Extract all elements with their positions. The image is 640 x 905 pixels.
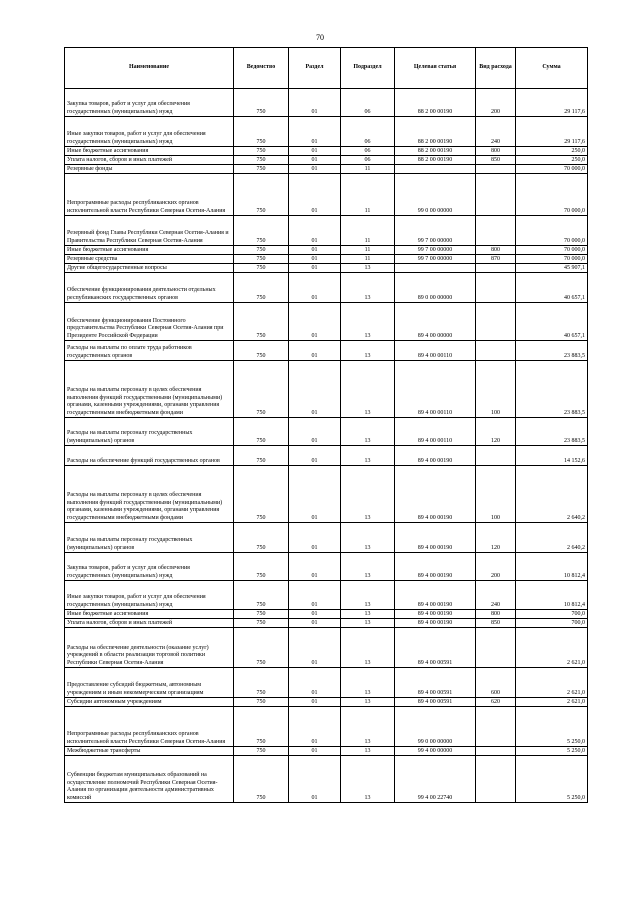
cell-razdel: 01 bbox=[289, 156, 341, 165]
cell-razdel: 01 bbox=[289, 747, 341, 756]
cell-vid-rashoda: 120 bbox=[476, 523, 516, 553]
table-row bbox=[65, 698, 588, 707]
header-podrazdel: Подраздел bbox=[341, 48, 395, 89]
cell-summa: 2 621,0 bbox=[516, 698, 588, 707]
cell-celevaya-statya: 89 4 00 00591 bbox=[395, 668, 476, 698]
cell-summa: 40 657,1 bbox=[516, 273, 588, 303]
cell-vedomstvo: 750 bbox=[234, 89, 289, 117]
cell-vid-rashoda: 100 bbox=[476, 466, 516, 523]
cell-vedomstvo: 750 bbox=[234, 246, 289, 255]
cell-vid-rashoda: 800 bbox=[476, 610, 516, 619]
cell-summa: 250,0 bbox=[516, 147, 588, 156]
cell-vid-rashoda: 600 bbox=[476, 668, 516, 698]
cell-podrazdel: 11 bbox=[341, 246, 395, 255]
cell-celevaya-statya: 89 4 00 00110 bbox=[395, 418, 476, 446]
cell-name: Межбюджетные трансферты bbox=[65, 747, 234, 756]
cell-podrazdel: 11 bbox=[341, 174, 395, 216]
cell-summa: 29 117,6 bbox=[516, 89, 588, 117]
table-row bbox=[65, 610, 588, 619]
cell-vid-rashoda bbox=[476, 747, 516, 756]
cell-vedomstvo: 750 bbox=[234, 553, 289, 581]
cell-name: Непрограммные расходы республиканских органов исполнительной власти Республики Северная Осетия-Алания bbox=[65, 174, 234, 216]
cell-name: Резервные фонды bbox=[65, 165, 234, 174]
table-row bbox=[65, 147, 588, 156]
cell-podrazdel: 13 bbox=[341, 581, 395, 610]
cell-celevaya-statya: 99 0 00 00000 bbox=[395, 174, 476, 216]
cell-vid-rashoda bbox=[476, 707, 516, 747]
cell-vid-rashoda: 200 bbox=[476, 553, 516, 581]
cell-vedomstvo: 750 bbox=[234, 668, 289, 698]
cell-vedomstvo: 750 bbox=[234, 610, 289, 619]
cell-celevaya-statya: 99 7 00 00000 bbox=[395, 216, 476, 246]
table-row bbox=[65, 628, 588, 668]
cell-podrazdel: 06 bbox=[341, 147, 395, 156]
cell-razdel: 01 bbox=[289, 553, 341, 581]
cell-name: Иные закупки товаров, работ и услуг для обеспечения государственных (муниципальных) нужд bbox=[65, 581, 234, 610]
cell-summa: 70 000,0 bbox=[516, 246, 588, 255]
cell-podrazdel: 13 bbox=[341, 523, 395, 553]
cell-summa: 5 250,0 bbox=[516, 707, 588, 747]
cell-summa: 40 657,1 bbox=[516, 303, 588, 341]
table-row bbox=[65, 156, 588, 165]
cell-summa: 70 000,0 bbox=[516, 165, 588, 174]
table-header-row bbox=[65, 48, 588, 89]
cell-vedomstvo: 750 bbox=[234, 174, 289, 216]
cell-podrazdel: 13 bbox=[341, 747, 395, 756]
cell-summa: 10 812,4 bbox=[516, 553, 588, 581]
cell-name: Расходы на обеспечение деятельности (оказание услуг) учреждений в области реализации торговой политики Республики Северная Осетия-Алания bbox=[65, 628, 234, 668]
cell-razdel: 01 bbox=[289, 117, 341, 147]
cell-vid-rashoda: 870 bbox=[476, 255, 516, 264]
cell-razdel: 01 bbox=[289, 619, 341, 628]
cell-celevaya-statya: 99 4 00 22740 bbox=[395, 756, 476, 803]
cell-name: Закупка товаров, работ и услуг для обеспечения государственных (муниципальных) нужд bbox=[65, 553, 234, 581]
cell-summa: 700,0 bbox=[516, 610, 588, 619]
cell-podrazdel: 11 bbox=[341, 216, 395, 246]
cell-vedomstvo: 750 bbox=[234, 361, 289, 418]
table-row bbox=[65, 303, 588, 341]
table-body bbox=[65, 89, 588, 803]
cell-celevaya-statya: 89 0 00 00000 bbox=[395, 273, 476, 303]
cell-summa: 5 250,0 bbox=[516, 747, 588, 756]
cell-vedomstvo: 750 bbox=[234, 523, 289, 553]
cell-razdel: 01 bbox=[289, 216, 341, 246]
page-number: 70 bbox=[316, 33, 324, 42]
cell-podrazdel: 13 bbox=[341, 756, 395, 803]
cell-podrazdel: 13 bbox=[341, 446, 395, 466]
header-vid-rashoda: Вид расхода bbox=[476, 48, 516, 89]
cell-vid-rashoda bbox=[476, 264, 516, 273]
cell-celevaya-statya: 99 0 00 00000 bbox=[395, 707, 476, 747]
cell-vedomstvo: 750 bbox=[234, 303, 289, 341]
table-row bbox=[65, 264, 588, 273]
cell-vid-rashoda bbox=[476, 341, 516, 361]
cell-celevaya-statya: 88 2 00 00190 bbox=[395, 89, 476, 117]
cell-celevaya-statya: 89 4 00 00110 bbox=[395, 361, 476, 418]
cell-podrazdel: 13 bbox=[341, 668, 395, 698]
cell-razdel: 01 bbox=[289, 264, 341, 273]
cell-vid-rashoda: 800 bbox=[476, 147, 516, 156]
cell-vedomstvo: 750 bbox=[234, 466, 289, 523]
cell-podrazdel: 06 bbox=[341, 89, 395, 117]
cell-name: Обеспечение функционирования Постоянного представительства Республики Северная Осетия-Алания при Президенте Российской Федерации bbox=[65, 303, 234, 341]
table-row bbox=[65, 341, 588, 361]
cell-celevaya-statya bbox=[395, 165, 476, 174]
cell-celevaya-statya: 89 4 00 00591 bbox=[395, 628, 476, 668]
cell-vedomstvo: 750 bbox=[234, 341, 289, 361]
cell-razdel: 01 bbox=[289, 628, 341, 668]
cell-summa: 23 883,5 bbox=[516, 361, 588, 418]
cell-celevaya-statya: 89 4 00 00190 bbox=[395, 446, 476, 466]
cell-vedomstvo: 750 bbox=[234, 418, 289, 446]
cell-celevaya-statya: 89 4 00 00190 bbox=[395, 610, 476, 619]
cell-name: Расходы на выплаты персоналу в целях обеспечения выполнения функций государственными (муниципальными) органами, казенными учреждениями, органами управления государственными внебюджетными фондами bbox=[65, 466, 234, 523]
table-row bbox=[65, 446, 588, 466]
cell-name: Субвенции бюджетам муниципальных образований на осуществление полномочий Республики Северная Осетия-Алания по организации деятельности административных комиссий bbox=[65, 756, 234, 803]
cell-name: Иные бюджетные ассигнования bbox=[65, 246, 234, 255]
table-row bbox=[65, 581, 588, 610]
cell-podrazdel: 13 bbox=[341, 418, 395, 446]
cell-summa: 10 812,4 bbox=[516, 581, 588, 610]
cell-vid-rashoda: 120 bbox=[476, 418, 516, 446]
cell-name: Непрограммные расходы республиканских органов исполнительной власти Республики Северная Осетия-Алания bbox=[65, 707, 234, 747]
cell-razdel: 01 bbox=[289, 418, 341, 446]
cell-vid-rashoda: 200 bbox=[476, 89, 516, 117]
cell-name: Расходы на выплаты персоналу государственных (муниципальных) органов bbox=[65, 418, 234, 446]
table-row bbox=[65, 418, 588, 446]
cell-razdel: 01 bbox=[289, 756, 341, 803]
cell-vid-rashoda: 800 bbox=[476, 246, 516, 255]
cell-vedomstvo: 750 bbox=[234, 707, 289, 747]
cell-name: Иные бюджетные ассигнования bbox=[65, 610, 234, 619]
table-row bbox=[65, 273, 588, 303]
cell-summa: 700,0 bbox=[516, 619, 588, 628]
cell-vid-rashoda bbox=[476, 446, 516, 466]
cell-podrazdel: 13 bbox=[341, 610, 395, 619]
cell-vid-rashoda: 850 bbox=[476, 156, 516, 165]
cell-name: Иные закупки товаров, работ и услуг для обеспечения государственных (муниципальных) нужд bbox=[65, 117, 234, 147]
cell-name: Резервные средства bbox=[65, 255, 234, 264]
table-row bbox=[65, 707, 588, 747]
cell-vedomstvo: 750 bbox=[234, 216, 289, 246]
cell-summa: 250,0 bbox=[516, 156, 588, 165]
cell-razdel: 01 bbox=[289, 523, 341, 553]
cell-podrazdel: 13 bbox=[341, 341, 395, 361]
cell-vid-rashoda bbox=[476, 628, 516, 668]
table-row bbox=[65, 216, 588, 246]
cell-vedomstvo: 750 bbox=[234, 147, 289, 156]
cell-celevaya-statya: 99 7 00 00000 bbox=[395, 255, 476, 264]
cell-summa: 2 621,0 bbox=[516, 668, 588, 698]
cell-vedomstvo: 750 bbox=[234, 756, 289, 803]
cell-vid-rashoda bbox=[476, 216, 516, 246]
cell-summa: 5 250,0 bbox=[516, 756, 588, 803]
table-row bbox=[65, 246, 588, 255]
cell-name: Расходы на выплаты персоналу в целях обеспечения выполнения функций государственными (муниципальными) органами, казенными учреждениями, органами управления государственными внебюджетными фондами bbox=[65, 361, 234, 418]
cell-name: Закупка товаров, работ и услуг для обеспечения государственных (муниципальных) нужд bbox=[65, 89, 234, 117]
cell-name: Уплата налогов, сборов и иных платежей bbox=[65, 619, 234, 628]
cell-name: Расходы на обеспечение функций государственных органов bbox=[65, 446, 234, 466]
cell-celevaya-statya: 88 2 00 00190 bbox=[395, 156, 476, 165]
cell-vedomstvo: 750 bbox=[234, 628, 289, 668]
header-summa: Сумма bbox=[516, 48, 588, 89]
cell-name: Субсидии автономным учреждениям bbox=[65, 698, 234, 707]
table-row bbox=[65, 89, 588, 117]
cell-vedomstvo: 750 bbox=[234, 446, 289, 466]
cell-name: Расходы на выплаты по оплате труда работников государственных органов bbox=[65, 341, 234, 361]
cell-summa: 45 907,1 bbox=[516, 264, 588, 273]
cell-vedomstvo: 750 bbox=[234, 255, 289, 264]
cell-vid-rashoda: 240 bbox=[476, 581, 516, 610]
table-row bbox=[65, 756, 588, 803]
cell-razdel: 01 bbox=[289, 246, 341, 255]
cell-razdel: 01 bbox=[289, 466, 341, 523]
cell-summa: 23 883,5 bbox=[516, 418, 588, 446]
table-row bbox=[65, 668, 588, 698]
cell-celevaya-statya bbox=[395, 264, 476, 273]
cell-vedomstvo: 750 bbox=[234, 156, 289, 165]
cell-name: Предоставление субсидий бюджетным, автономным учреждениям и иным некоммерческим организациям bbox=[65, 668, 234, 698]
cell-razdel: 01 bbox=[289, 581, 341, 610]
budget-table bbox=[64, 47, 588, 803]
cell-vedomstvo: 750 bbox=[234, 117, 289, 147]
cell-vid-rashoda bbox=[476, 174, 516, 216]
cell-vedomstvo: 750 bbox=[234, 581, 289, 610]
cell-name: Расходы на выплаты персоналу государственных (муниципальных) органов bbox=[65, 523, 234, 553]
cell-podrazdel: 13 bbox=[341, 264, 395, 273]
cell-name: Другие общегосударственные вопросы bbox=[65, 264, 234, 273]
cell-razdel: 01 bbox=[289, 303, 341, 341]
cell-vedomstvo: 750 bbox=[234, 747, 289, 756]
cell-summa: 2 621,0 bbox=[516, 628, 588, 668]
cell-vedomstvo: 750 bbox=[234, 619, 289, 628]
cell-summa: 70 000,0 bbox=[516, 216, 588, 246]
cell-name: Уплата налогов, сборов и иных платежей bbox=[65, 156, 234, 165]
cell-podrazdel: 13 bbox=[341, 628, 395, 668]
cell-podrazdel: 13 bbox=[341, 466, 395, 523]
cell-podrazdel: 13 bbox=[341, 273, 395, 303]
cell-podrazdel: 13 bbox=[341, 553, 395, 581]
cell-razdel: 01 bbox=[289, 668, 341, 698]
cell-podrazdel: 06 bbox=[341, 117, 395, 147]
table-row bbox=[65, 553, 588, 581]
cell-podrazdel: 06 bbox=[341, 156, 395, 165]
header-celevaya-statya: Целевая статья bbox=[395, 48, 476, 89]
cell-celevaya-statya: 89 4 00 00110 bbox=[395, 341, 476, 361]
cell-razdel: 01 bbox=[289, 165, 341, 174]
cell-podrazdel: 13 bbox=[341, 698, 395, 707]
cell-razdel: 01 bbox=[289, 341, 341, 361]
header-razdel: Раздел bbox=[289, 48, 341, 89]
table-row bbox=[65, 747, 588, 756]
table-row bbox=[65, 255, 588, 264]
cell-vid-rashoda bbox=[476, 756, 516, 803]
cell-summa: 29 117,6 bbox=[516, 117, 588, 147]
cell-name: Обеспечение функционирования деятельности отдельных республиканских государственных органов bbox=[65, 273, 234, 303]
cell-name: Иные бюджетные ассигнования bbox=[65, 147, 234, 156]
cell-vedomstvo: 750 bbox=[234, 165, 289, 174]
cell-celevaya-statya: 89 4 00 00190 bbox=[395, 581, 476, 610]
cell-vedomstvo: 750 bbox=[234, 273, 289, 303]
cell-vid-rashoda bbox=[476, 303, 516, 341]
cell-summa: 23 883,5 bbox=[516, 341, 588, 361]
cell-celevaya-statya: 89 4 00 00190 bbox=[395, 619, 476, 628]
cell-podrazdel: 11 bbox=[341, 255, 395, 264]
cell-celevaya-statya: 99 7 00 00000 bbox=[395, 246, 476, 255]
table-row bbox=[65, 165, 588, 174]
table-row bbox=[65, 523, 588, 553]
cell-summa: 70 000,0 bbox=[516, 255, 588, 264]
cell-celevaya-statya: 99 4 00 00000 bbox=[395, 747, 476, 756]
cell-name: Резервный фонд Главы Республики Северная Осетия-Алания и Правительства Республики Северная Осетия-Алания bbox=[65, 216, 234, 246]
cell-celevaya-statya: 88 2 00 00190 bbox=[395, 147, 476, 156]
cell-podrazdel: 13 bbox=[341, 619, 395, 628]
cell-celevaya-statya: 89 4 00 00591 bbox=[395, 698, 476, 707]
cell-razdel: 01 bbox=[289, 147, 341, 156]
cell-razdel: 01 bbox=[289, 89, 341, 117]
table-row bbox=[65, 117, 588, 147]
table-row bbox=[65, 361, 588, 418]
table-row bbox=[65, 619, 588, 628]
table-row bbox=[65, 174, 588, 216]
cell-podrazdel: 13 bbox=[341, 707, 395, 747]
cell-vid-rashoda bbox=[476, 273, 516, 303]
cell-celevaya-statya: 88 2 00 00190 bbox=[395, 117, 476, 147]
cell-celevaya-statya: 89 4 00 00190 bbox=[395, 553, 476, 581]
cell-razdel: 01 bbox=[289, 273, 341, 303]
cell-razdel: 01 bbox=[289, 255, 341, 264]
cell-razdel: 01 bbox=[289, 446, 341, 466]
cell-razdel: 01 bbox=[289, 610, 341, 619]
cell-vid-rashoda: 240 bbox=[476, 117, 516, 147]
cell-vedomstvo: 750 bbox=[234, 698, 289, 707]
cell-vid-rashoda bbox=[476, 165, 516, 174]
cell-podrazdel: 11 bbox=[341, 165, 395, 174]
cell-vid-rashoda: 620 bbox=[476, 698, 516, 707]
cell-razdel: 01 bbox=[289, 698, 341, 707]
cell-razdel: 01 bbox=[289, 174, 341, 216]
cell-celevaya-statya: 89 4 00 00000 bbox=[395, 303, 476, 341]
cell-celevaya-statya: 89 4 00 00190 bbox=[395, 466, 476, 523]
cell-summa: 2 640,2 bbox=[516, 466, 588, 523]
table-row bbox=[65, 466, 588, 523]
cell-podrazdel: 13 bbox=[341, 303, 395, 341]
cell-razdel: 01 bbox=[289, 361, 341, 418]
cell-podrazdel: 13 bbox=[341, 361, 395, 418]
cell-vid-rashoda: 100 bbox=[476, 361, 516, 418]
cell-razdel: 01 bbox=[289, 707, 341, 747]
header-vedomstvo: Ведомство bbox=[234, 48, 289, 89]
cell-vid-rashoda: 850 bbox=[476, 619, 516, 628]
cell-vedomstvo: 750 bbox=[234, 264, 289, 273]
cell-summa: 70 000,0 bbox=[516, 174, 588, 216]
header-name: Наименование bbox=[65, 48, 234, 89]
cell-summa: 14 152,6 bbox=[516, 446, 588, 466]
cell-summa: 2 640,2 bbox=[516, 523, 588, 553]
cell-celevaya-statya: 89 4 00 00190 bbox=[395, 523, 476, 553]
